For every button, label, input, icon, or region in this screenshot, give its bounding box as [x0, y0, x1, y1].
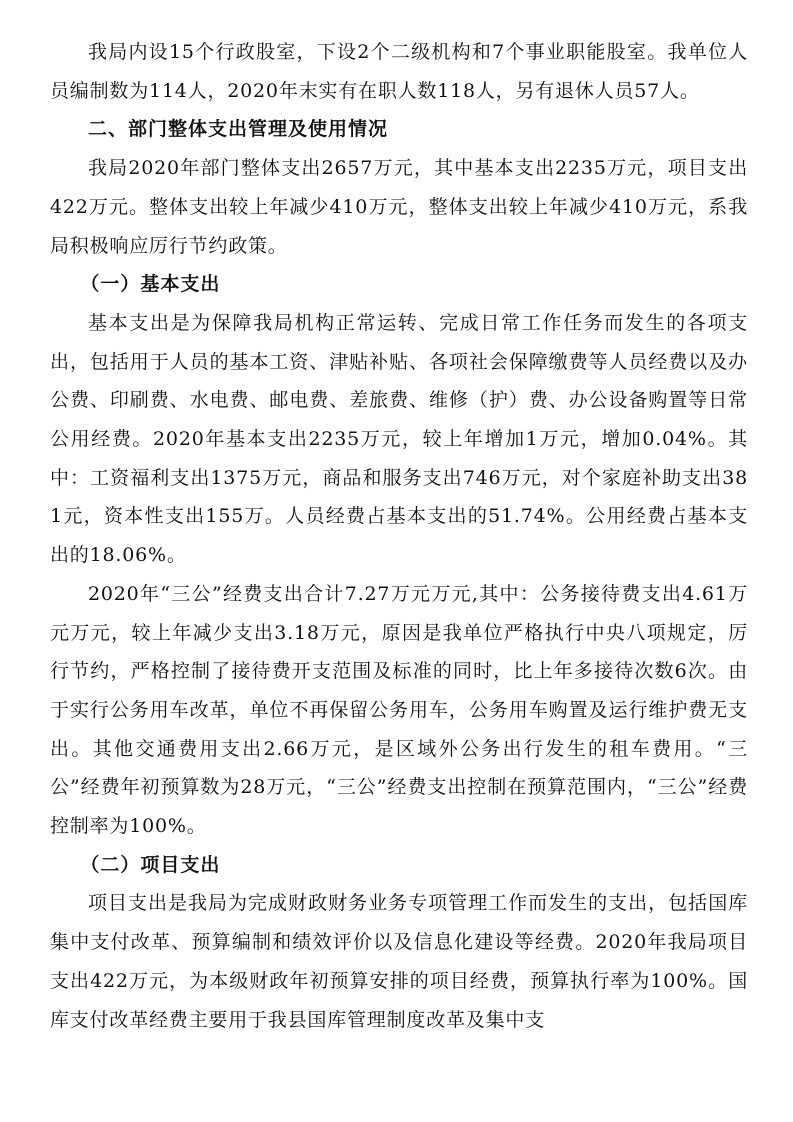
- heading-overall-expenditure: 二、部门整体支出管理及使用情况: [88, 118, 389, 141]
- heading-project-expenditure: （二）项目支出: [80, 853, 221, 876]
- paragraph-project-expenditure: 项目支出是我局为完成财政财务业务专项管理工作而发生的支出，包括国库集中支付改革、预算编制和绩效评价以及信息化建设等经费。2020年我局项目支出422万元，为本级财政年初预算安排的项目经费，预算执行率为100%。国库支付改革经费主要用于我县国库管理制度改革及集中支: [50, 892, 748, 1031]
- paragraph-staffing: 我局内设15个行政股室，下设2个二级机构和7个事业职能股室。我单位人员编制数为114人，2020年末实有在职人数118人，另有退休人员57人。: [50, 41, 748, 102]
- paragraph-three-public-funds: 2020年“三公”经费支出合计7.27万元万元,其中：公务接待费支出4.61万元万元，较上年减少支出3.18万元，原因是我单位严格执行中央八项规定，厉行节约，严格控制了接待费开支范围及标准的同时，比上年多接待次数6次。由于实行公务用车改革，单位不再保留公务用车，公务用车购置及运行维护费无支出。其他交通费用支出2.66万元，是区域外公务出行发生的租车费用。“三公”经费年初预算数为28万元，“三公”经费支出控制在预算范围内，“三公”经费控制率为100%。: [50, 582, 748, 838]
- paragraph-basic-expenditure: 基本支出是为保障我局机构正常运转、完成日常工作任务而发生的各项支出，包括用于人员的基本工资、津贴补贴、各项社会保障缴费等人员经费以及办公费、印刷费、水电费、邮电费、差旅费、维修（护）费、办公设备购置等日常公用经费。2020年基本支出2235万元，较上年增加1万元，增加0.04%。其中：工资福利支出1375万元，商品和服务支出746万元，对个家庭补助支出381元，资本性支出155万。人员经费占基本支出的51.74%。公用经费占基本支出的18.06%。: [50, 311, 748, 567]
- paragraph-overall-expenditure: 我局2020年部门整体支出2657万元，其中基本支出2235万元，项目支出422万元。整体支出较上年减少410万元，整体支出较上年减少410万元，系我局积极响应厉行节约政策。: [50, 157, 748, 257]
- heading-basic-expenditure: （一）基本支出: [80, 273, 221, 296]
